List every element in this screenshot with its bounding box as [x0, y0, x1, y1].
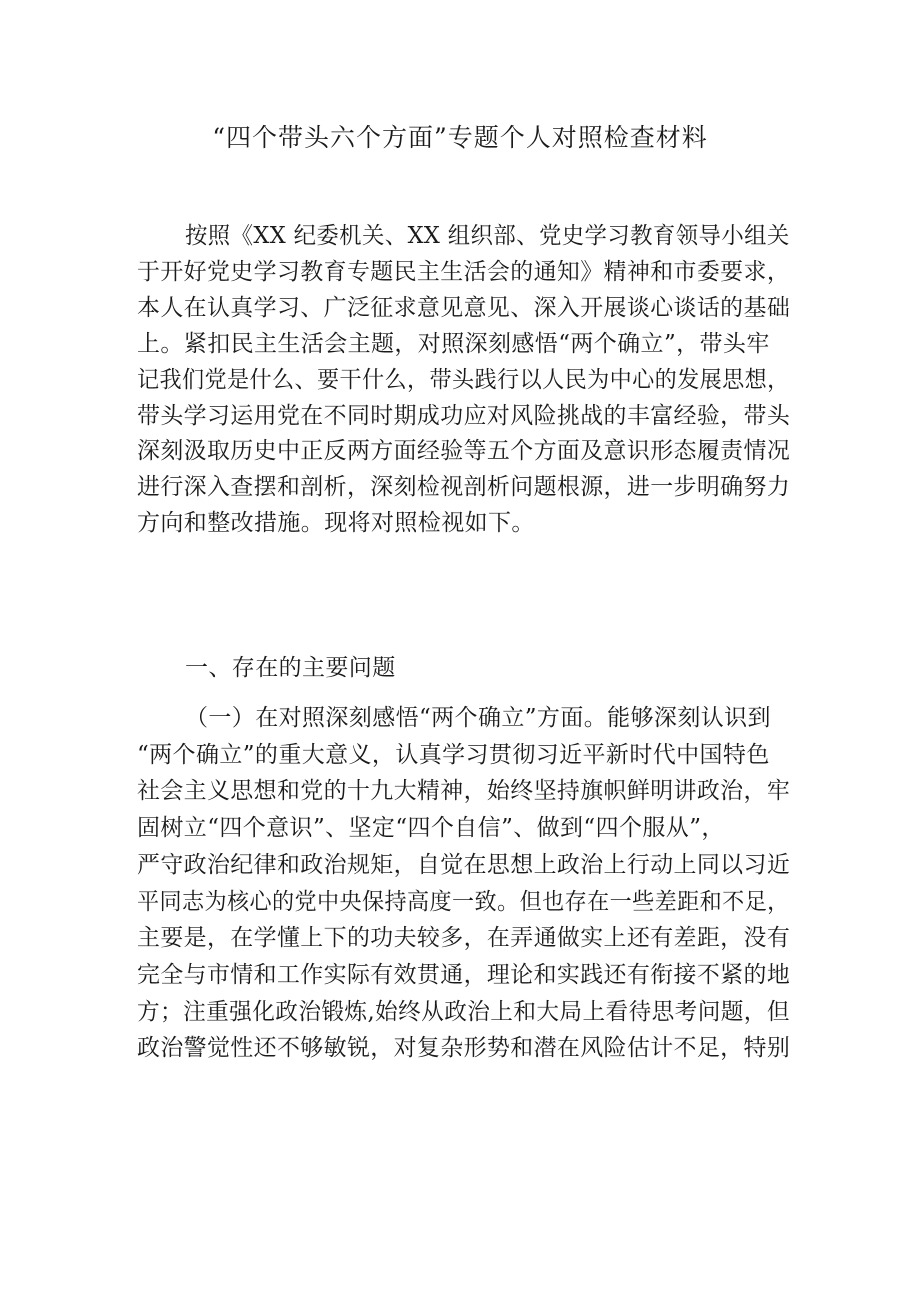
intro-paragraph-line: 进行深入查摆和剖析，深刻检视剖析问题根源，进一步明确努力 [137, 474, 791, 501]
subsection-paragraph-line: “两个确立”的重大意义，认真学习贯彻习近平新时代中国特色 [137, 741, 770, 768]
document-title: “四个带头六个方面”专题个人对照检查材料 [212, 123, 708, 152]
intro-paragraph-line: 按照《XX 纪委机关、XX 组织部、党史学习教育领导小组关 [185, 223, 790, 249]
section-heading-line: 一、存在的主要问题 [185, 655, 396, 681]
intro-paragraph-line: 方向和整改措施。现将对照检视如下。 [137, 510, 535, 537]
intro-paragraph-line: 深刻汲取历史中正反两方面经验等五个方面及意识形态履责情况 [137, 438, 791, 465]
subsection-paragraph-line: 平同志为核心的党中央保持高度一致。但也存在一些差距和不足， [137, 888, 790, 915]
intro-paragraph-line: 带头学习运用党在不同时期成功应对风险挑战的丰富经验，带头 [137, 402, 791, 429]
subsection-paragraph-line: 主要是，在学懂上下的功夫较多，在弄通做实上还有差距，没有 [137, 925, 791, 952]
intro-paragraph-line: 记我们党是什么、要干什么，带头践行以人民为中心的发展思想， [137, 366, 790, 393]
subsection-paragraph-line: 社会主义思想和党的十九大精神，始终坚持旗帜鲜明讲政治，牢 [137, 778, 791, 805]
subsection-paragraph-line: 严守政治纪律和政治规矩，自觉在思想上政治上行动上同以习近 [137, 851, 791, 878]
subsection-paragraph-line: 政治警觉性还不够敏锐，对复杂形势和潜在风险估计不足，特别 [137, 1035, 791, 1062]
subsection-paragraph-line: 固树立“四个意识”、坚定“四个自信”、做到“四个服从”， [137, 815, 725, 842]
subsection-paragraph-line: 方；注重强化政治锻炼,始终从政治上和大局上看待思考问题，但 [137, 998, 790, 1025]
intro-paragraph-line: 上。紧扣民主生活会主题，对照深刻感悟“两个确立”，带头牢 [137, 330, 770, 357]
intro-paragraph-line: 于开好党史学习教育专题民主生活会的通知》精神和市委要求， [137, 258, 791, 285]
intro-paragraph-line: 本人在认真学习、广泛征求意见意见、深入开展谈心谈话的基础 [137, 294, 791, 321]
subsection-paragraph-line: （一）在对照深刻感悟“两个确立”方面。能够深刻认识到 [185, 705, 771, 731]
subsection-paragraph-line: 完全与市情和工作实际有效贯通，理论和实践还有衔接不紧的地 [137, 961, 791, 988]
